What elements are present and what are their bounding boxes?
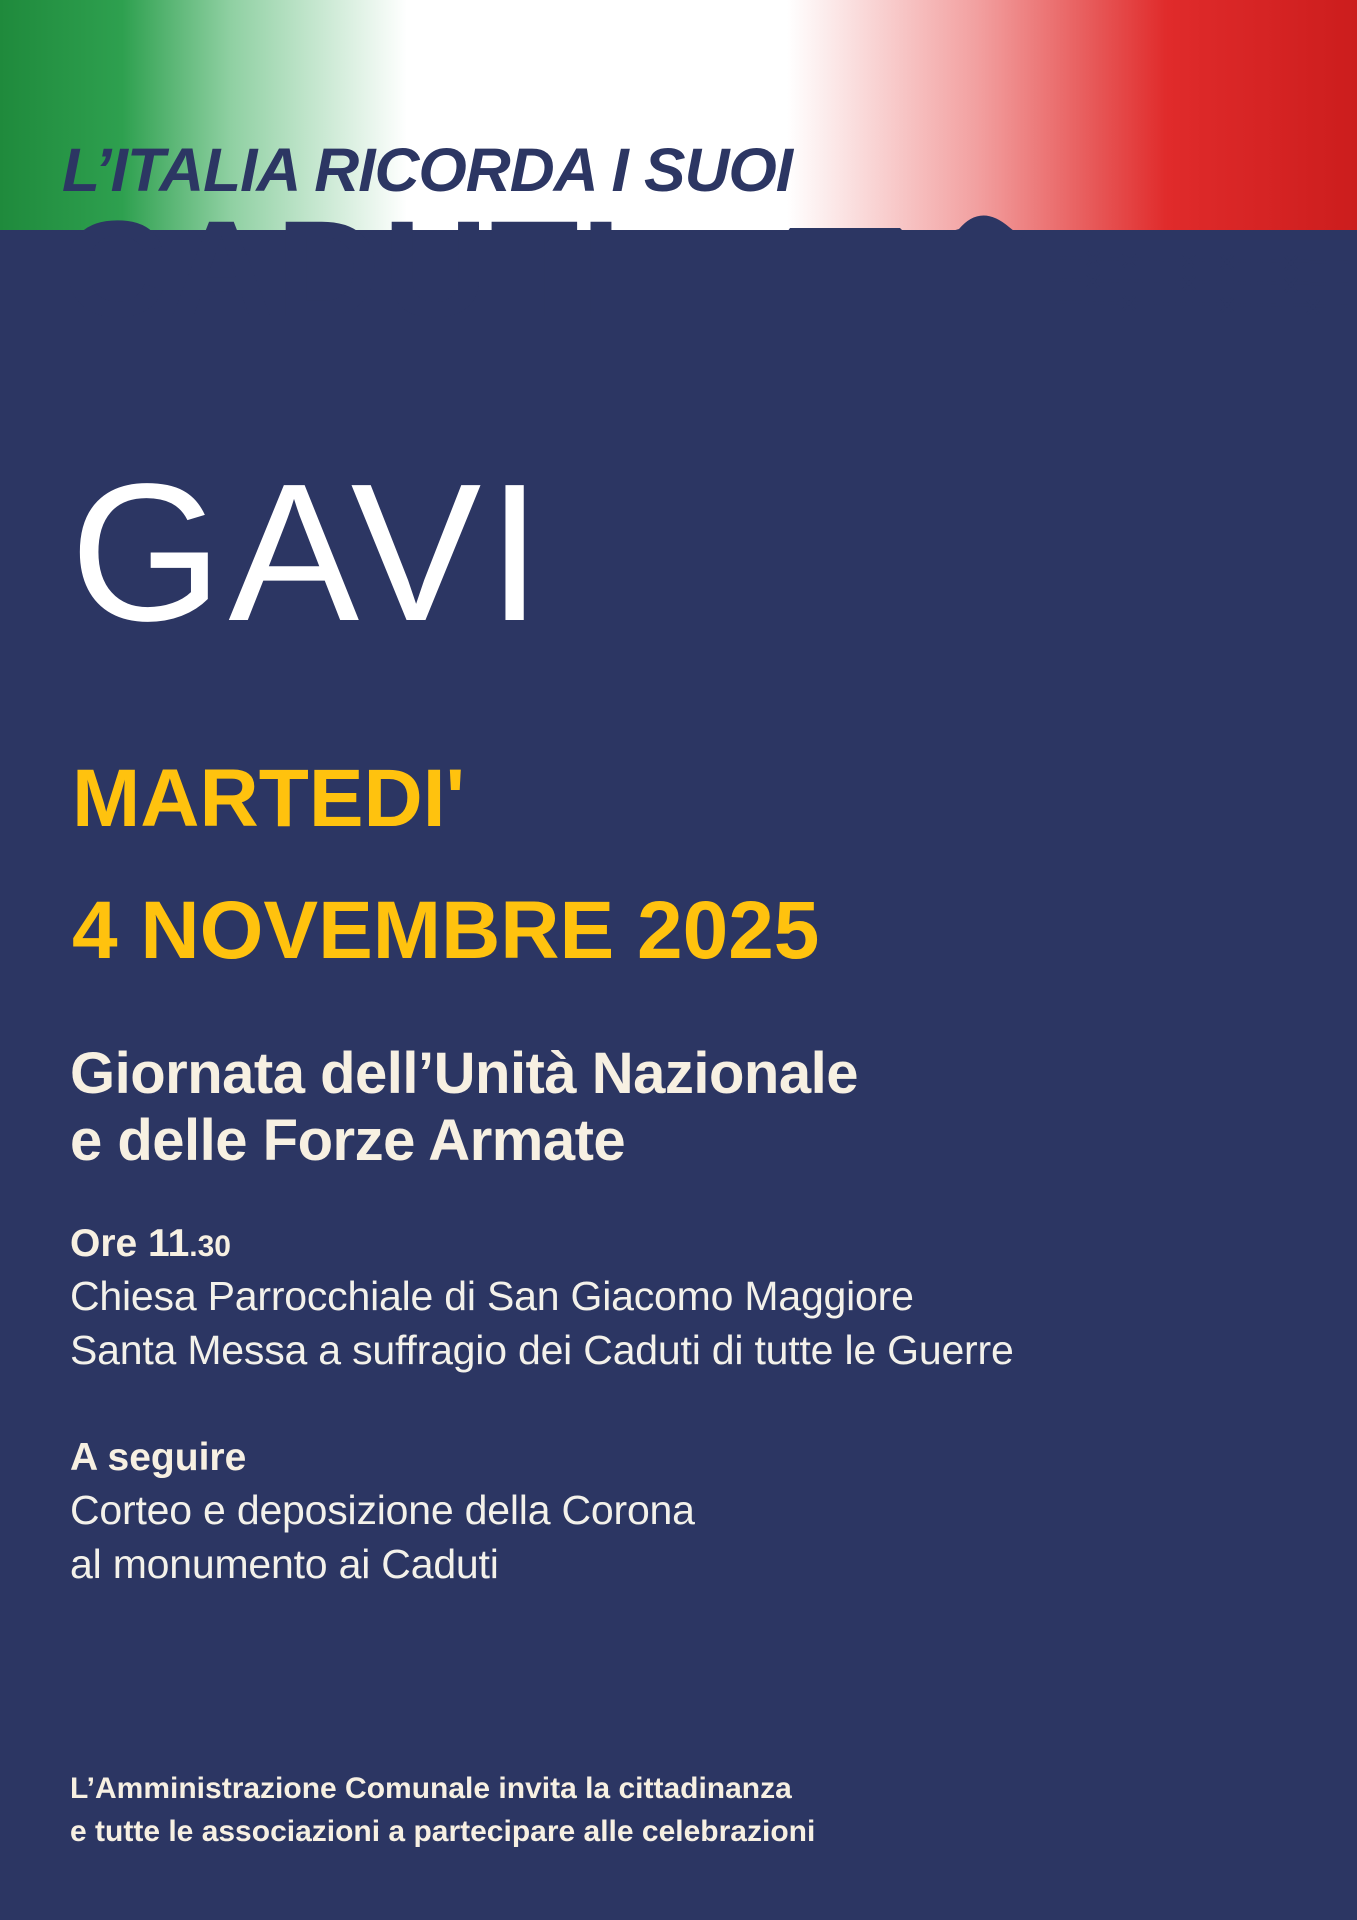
headline-top-line: L’ITALIA RICORDA I SUOI — [62, 136, 793, 204]
invitation-footer — [70, 1768, 1270, 1853]
headline-main-word: CADUTI — [62, 193, 624, 346]
event-date: 4 NOVEMBRE 2025 — [72, 885, 820, 976]
occasion-line-1: Giornata dell’Unità Nazionale — [70, 1041, 858, 1106]
program-line: Chiesa Parrocchiale di San Giacomo Maggiore — [70, 1272, 914, 1319]
event-weekday: MARTEDI' — [72, 753, 466, 844]
poster-headline — [62, 136, 1302, 346]
footer-line-1: L’Amministrazione Comunale invita la cittadinanza — [70, 1772, 792, 1805]
event-program — [70, 1220, 1320, 1648]
program-block — [70, 1434, 1320, 1592]
program-heading — [70, 1220, 1320, 1269]
program-heading-main: A seguire — [70, 1435, 247, 1479]
occasion-line-2: e delle Forze Armate — [70, 1108, 626, 1174]
program-heading — [70, 1434, 1320, 1483]
program-line: Santa Messa a suffragio dei Caduti di tutte le Guerre — [70, 1327, 1014, 1374]
program-block — [70, 1220, 1320, 1378]
footer-line-2: e tutte le associazioni a partecipare alle celebrazioni — [70, 1814, 816, 1848]
program-line: Corteo e deposizione della Corona — [70, 1486, 695, 1533]
program-heading-main: Ore 11 — [70, 1222, 190, 1265]
city-name: GAVI — [70, 443, 548, 662]
event-occasion — [70, 1040, 1310, 1175]
program-line: al monumento ai Caduti — [70, 1541, 499, 1588]
program-heading-minutes: .30 — [189, 1230, 231, 1263]
